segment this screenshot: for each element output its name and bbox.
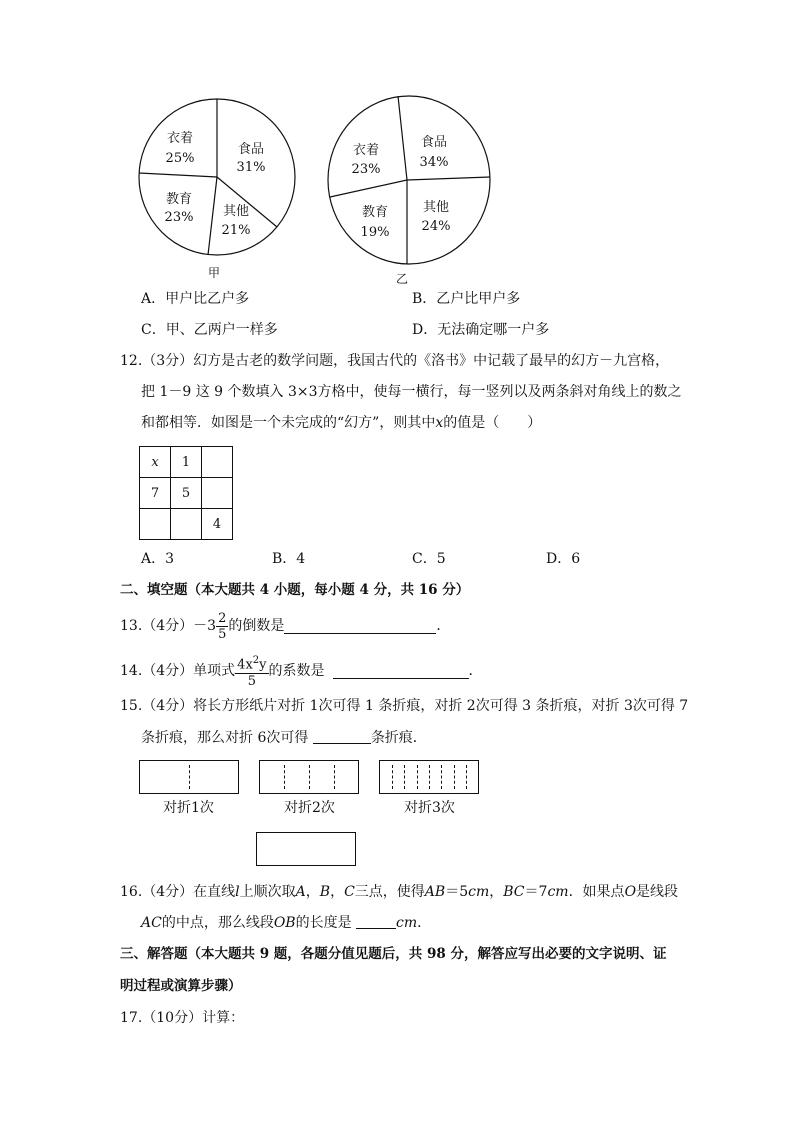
q14-num-a: 4x xyxy=(237,657,253,673)
q11-option-c: C．甲、乙两户一样多 xyxy=(141,322,278,338)
pie-chart-yi xyxy=(326,94,492,266)
pie-jia-slice-name: 教育 xyxy=(165,192,193,207)
q16-var-a: A xyxy=(295,884,306,900)
pie-yi-slice-pct: 19% xyxy=(360,225,390,240)
q16-var-ac: AC xyxy=(141,915,162,931)
pie-yi-caption: 乙 xyxy=(396,272,409,286)
q16-text-6: 的中点，那么线段 xyxy=(161,915,274,931)
magic-square-cell xyxy=(140,509,171,540)
q11-option-b: B．乙户比甲户多 xyxy=(412,291,521,307)
q16-text-3: 三点，使得 xyxy=(354,884,425,900)
magic-square-grid xyxy=(139,446,233,540)
fold-crease xyxy=(441,765,442,789)
pie-jia-slice-name: 其他 xyxy=(222,204,250,219)
q15-line-2-end: 条折痕． xyxy=(370,730,427,746)
q14-answer-blank[interactable] xyxy=(333,664,469,679)
pie-jia-slice-pct: 31% xyxy=(236,160,266,175)
q16-var-l: l xyxy=(235,884,240,900)
pie-yi-slice-name: 食品 xyxy=(420,135,448,150)
q15-line-1: 15.（4分）将长方形纸片对折 1次可得 1 条折痕，对折 2次可得 3 条折痕，对折 3次可得 7 xyxy=(120,698,689,714)
q13-prefix: 13.（4分）－3 xyxy=(120,618,217,634)
q13-answer-blank[interactable] xyxy=(284,619,436,634)
q16-var-c: C xyxy=(344,884,355,900)
q16-var-b: B xyxy=(319,884,331,900)
q16-unit-cm-2: cm xyxy=(547,884,569,900)
fold-diagram-3 xyxy=(379,760,479,794)
q17-line: 17.（10分）计算： xyxy=(120,1010,245,1026)
fold-caption-1: 对折1次 xyxy=(163,800,214,816)
q16-line-1 xyxy=(120,882,678,902)
q16-eq-2: ＝7 xyxy=(524,884,548,900)
fold-crease xyxy=(334,765,335,789)
pie-yi-divider xyxy=(398,96,407,180)
q12-line-3-end: 的值是（ ） xyxy=(443,415,542,431)
q12-option-d: D．6 xyxy=(546,551,581,567)
q12-line-2: 把 1－9 这 9 个数填入 3×3方格中，使每一横行，每一竖列以及两条斜对角线上的数之 xyxy=(141,384,682,400)
q16-sep-1: ， xyxy=(305,884,320,900)
fold-diagram-blank xyxy=(256,832,356,866)
q16-end: ． xyxy=(417,915,432,931)
q14-prefix: 14.（4分）单项式 xyxy=(120,663,236,679)
pie-yi-slice-name: 衣着 xyxy=(352,143,380,158)
q14-num-b: y xyxy=(259,657,267,673)
magic-square-cell: x xyxy=(140,447,171,478)
pie-jia-divider xyxy=(139,173,217,177)
q14-frac-numerator xyxy=(235,653,268,673)
q14-suffix: 的系数是 xyxy=(268,663,325,679)
q12-option-a: A．3 xyxy=(141,551,175,567)
q16-unit-cm-1: cm xyxy=(468,884,490,900)
q12-option-b: B．4 xyxy=(272,551,306,567)
fold-crease xyxy=(392,765,393,789)
magic-square-row xyxy=(140,509,233,540)
pie-jia-slice-pct: 23% xyxy=(164,210,194,225)
q16-answer-blank[interactable] xyxy=(356,914,396,929)
q15-answer-blank[interactable] xyxy=(313,729,371,744)
q12-line-3-text: 和都相等．如图是一个未完成的“幻方”，则其中 xyxy=(141,415,436,431)
q16-sep-2: ， xyxy=(330,884,345,900)
q13-fraction xyxy=(216,611,228,642)
q13-frac-numerator: 2 xyxy=(218,610,227,626)
q16-line-2 xyxy=(141,913,431,933)
pie-yi-slice-name: 其他 xyxy=(422,200,450,215)
magic-square-cell xyxy=(202,478,233,509)
fold-crease xyxy=(309,765,310,789)
pie-jia-caption: 甲 xyxy=(208,266,221,280)
pie-yi-divider xyxy=(407,177,490,180)
fold-crease xyxy=(189,765,190,789)
q12-var-x: x xyxy=(435,415,444,431)
q16-sep-3: ， xyxy=(489,884,504,900)
q13-line xyxy=(120,612,450,640)
fold-crease xyxy=(417,765,418,789)
magic-square-cell: 4 xyxy=(202,509,233,540)
pie-yi-slice-pct: 34% xyxy=(419,155,449,170)
pie-yi-slice-pct: 24% xyxy=(421,219,451,234)
q14-line xyxy=(120,654,483,688)
pie-chart-jia xyxy=(135,95,299,259)
q12-line-3 xyxy=(141,413,541,433)
pie-jia-slice-name: 食品 xyxy=(237,142,265,157)
magic-square-row xyxy=(140,478,233,509)
fold-crease xyxy=(466,765,467,789)
q15-line-2-text: 条折痕，那么对折 6次可得 xyxy=(141,730,309,746)
q13-frac-denominator: 5 xyxy=(218,626,227,642)
q16-text-4: ．如果点 xyxy=(568,884,625,900)
q16-eq-1: ＝5 xyxy=(445,884,469,900)
fold-crease xyxy=(404,765,405,789)
q16-var-o: O xyxy=(624,884,637,900)
section-3-heading-line-2: 明过程或演算步骤） xyxy=(120,978,242,994)
q15-line-2 xyxy=(141,728,427,748)
magic-square-cell: 5 xyxy=(171,478,202,509)
q16-text-1: 16.（4分）在直线 xyxy=(120,884,236,900)
section-2-heading: 二、填空题（本大题共 4 小题，每小题 4 分，共 16 分） xyxy=(120,582,470,598)
q14-fraction xyxy=(235,653,268,688)
q16-var-bc: BC xyxy=(503,884,525,900)
magic-square-cell: 1 xyxy=(171,447,202,478)
fold-caption-3: 对折3次 xyxy=(404,800,455,816)
magic-square-cell xyxy=(171,509,202,540)
q13-suffix: 的倒数是 xyxy=(228,618,285,634)
fold-crease xyxy=(429,765,430,789)
magic-square-cell xyxy=(202,447,233,478)
pie-jia-divider xyxy=(208,177,217,255)
magic-square-row xyxy=(140,447,233,478)
pie-jia-divider xyxy=(217,177,277,227)
fold-diagram-1 xyxy=(139,760,239,794)
q14-frac-denominator: 5 xyxy=(247,673,256,689)
fold-crease xyxy=(454,765,455,789)
fold-caption-2: 对折2次 xyxy=(284,800,335,816)
q16-text-7: 的长度是 xyxy=(295,915,352,931)
pie-jia-slice-name: 衣着 xyxy=(166,131,194,146)
fold-crease xyxy=(284,765,285,789)
q16-var-ob: OB xyxy=(273,915,296,931)
q11-option-d: D．无法确定哪一户多 xyxy=(412,322,550,338)
q14-end: ． xyxy=(468,663,483,679)
fold-diagram-2 xyxy=(259,760,359,794)
pie-yi-slice-pct: 23% xyxy=(351,162,381,177)
q14-num-exponent: 2 xyxy=(252,655,260,667)
pie-yi-divider xyxy=(330,180,407,197)
q16-unit-cm-3: cm xyxy=(396,915,418,931)
pie-jia-slice-pct: 25% xyxy=(165,151,195,166)
pie-yi-slice-name: 教育 xyxy=(361,205,389,220)
q11-option-a: A．甲户比乙户多 xyxy=(141,291,250,307)
q12-option-c: C．5 xyxy=(412,551,446,567)
q16-text-2: 上顺次取 xyxy=(239,884,296,900)
pie-jia-slice-pct: 21% xyxy=(221,223,251,238)
q16-var-ab: AB xyxy=(424,884,446,900)
q16-text-5: 是线段 xyxy=(636,884,679,900)
magic-square-cell: 7 xyxy=(140,478,171,509)
q12-line-1: 12.（3分）幻方是古老的数学问题，我国古代的《洛书》中记载了最早的幻方－九宫格， xyxy=(120,353,670,369)
section-3-heading-line-1: 三、解答题（本大题共 9 题，各题分值见题后，共 98 分，解答应写出必要的文字说明、证 xyxy=(120,946,667,962)
q13-end: ． xyxy=(436,618,451,634)
